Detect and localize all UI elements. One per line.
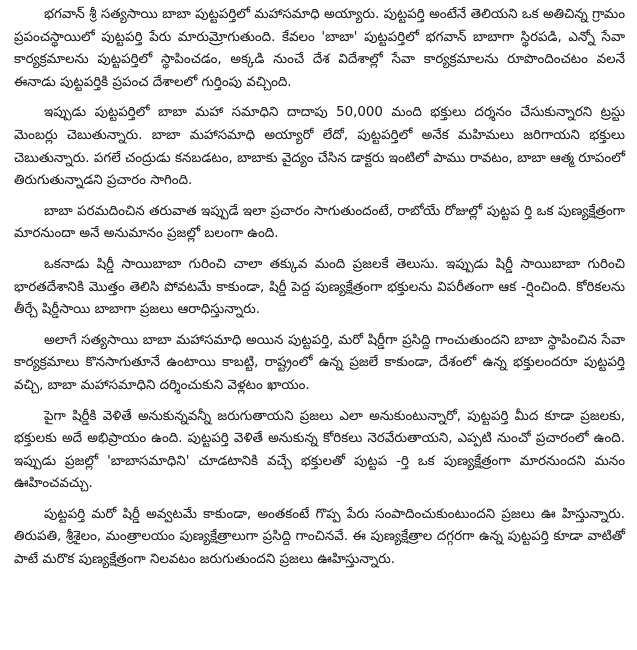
article-paragraph: పుట్టపర్తి మరో షిర్డీ అవ్వటమే కాకుండా, అంతకంటే గొప్ప పేరు సంపాదించుకుంటుందని ప్రజలు ఊ హిస్తున్నారు. తిరుపతి, శ్రీశైలం, మంత్రాలయం పుణ్యక్షేత్రాలుగా ప్రసిద్ది గాంచినవే. ఈ పుణ్యక్షేత్రాల దగ్గరగా ఉన్న పుట్టపర్తి కూడా వాటితో పాటే మరొక పుణ్యక్షేత్రంగా నిలవటం జరుగుతుందని ప్రజలు ఊహిస్తున్నారు.: [14, 506, 625, 568]
article-paragraph: ఇప్పుడు పుట్టపర్తిలో బాబా మహా సమాధిని దాదాపు 50,000 మంది భక్తులు దర్శనం చేసుకున్నారని ట్రస్టు మెంబర్లు చెబుతున్నారు. బాబా మహాసమాధి అయ్యారో లేదో, పుట్టపర్తిలో అనేక మహిమలు జరిగాయని భక్తులు చెబుతున్నారు. పగలే చంద్రుడు కనబడటం, బాబాకు వైద్యం చేసిన డాక్టరు ఇంటిలో పాము రావటం, బాబా ఆత్మ రూపంలో తిరుగుతున్నాడని ప్రచారం సాగింది.: [14, 105, 625, 189]
article-paragraph: బాబా పరమదించిన తరువాత ఇప్పుడే ఇలా ప్రచారం సాగుతుందంటే, రాబోయే రోజుల్లో పుట్టప ర్తి ఒక పుణ్యక్షేత్రంగా మారనుందా అనే అనుమానం ప్రజల్లో బలంగా ఉంది.: [14, 203, 625, 242]
article-paragraph: అలాగే సత్యసాయి బాబా మహాసమాధి అయిన పుట్టపర్తి, మరో షిర్డీగా ప్రసిద్ది గాంచుతుందని బాబా స్థాపించిన సేవా కార్యక్రమాలు కొనసాగుతూనే ఉంటాయి కాబట్టి, రాష్ట్రంలో ఉన్న ప్రజలే కాకుండా, దేశంలో ఉన్న భక్తులందరూ పుట్టపర్తి వచ్చి, బాబా మహాసమాధిని దర్శించుకుని వెళ్లటం ఖాయం.: [14, 332, 625, 393]
article-paragraph: ఒకనాడు షిర్డీ సాయిబాబా గురించి చాలా తక్కువ మంది ప్రజలకే తెలుసు. ఇప్పుడు షిర్డీ సాయిబాబా గురించి భారతదేశానికి మొత్తం తెలిసి పోవటమే కాకుండా, షిర్డీ పెద్ద పుణ్యక్షేత్రంగా భక్తులను విపరీతంగా ఆక -ర్షించింది. కోరికలను తీర్చే షిర్డీసాయి బాబాగా ప్రజలు ఆరాధిస్తున్నారు.: [14, 256, 625, 318]
article-paragraph: భగవాన్ శ్రీ సత్యసాయి బాబా పుట్టపర్తిలో మహాసమాధి అయ్యారు. పుట్టపర్తి అంటేనే తెలియని ఒక అతిచిన్న గ్రామం ప్రపంచస్థాయిలో పుట్టపర్తి పేరు మారుమ్రోగుతుంది. కేవలం 'బాబా' పుట్టపర్తిలో భగవాన్ బాబాగా స్థిరపడి, ఎన్నో సేవా కార్యక్రమాలను పుట్టపర్తిలో స్థాపించడం, అక్కడి నుంచే దేశ విదేశాల్లో సేవా కార్యక్రమాలను రూపొందించటం వలనే ఈనాడు పుట్టపర్తికి ప్రపంచ దేశాలలో గుర్తింపు వచ్చింది.: [14, 7, 625, 90]
article-paragraph: పైగా షిర్డీకి వెళితే అనుకున్నవన్నీ జరుగుతాయని ప్రజలు ఎలా అనుకుంటున్నారో, పుట్టపర్తి మీద కూడా ప్రజలకు, భక్తులకు అదే అభిప్రాయం ఉంది. పుట్టపర్తి వెళితే అనుకున్న కోరికలు నెరవేరుతాయని, ఎప్పటి నుంచో ప్రచారంలో ఉంది. ఇప్పుడు ప్రజల్లో 'బాబాసమాధిని' చూడటానికి వచ్చే భక్తులతో పుట్టప -ర్తి ఒక పుణ్యక్షేత్రంగా మారనుందని మనం ఊహించవచ్చు.: [14, 408, 625, 492]
